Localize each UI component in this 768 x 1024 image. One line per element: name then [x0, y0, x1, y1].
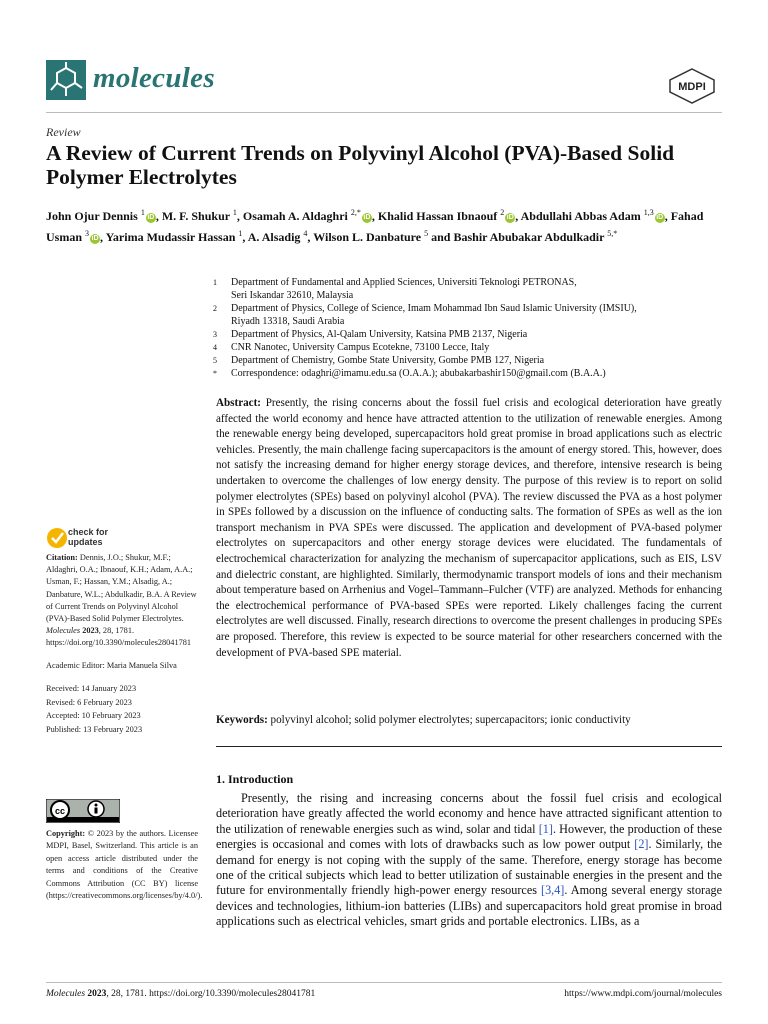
author-separator: ,	[155, 209, 162, 223]
check-updates-line2: updates	[68, 537, 103, 547]
orcid-icon[interactable]: iD	[656, 214, 664, 221]
citation-year: 2023	[82, 626, 99, 636]
intro-text-part: Presently, the rising and increasing concerns about the fossil fuel crisis and ecological deterioration have greatly affected the world economy and hence have attracted significant attention to the utilization of renewable energies such as wind, solar and tidal	[216, 791, 722, 836]
affiliation-item	[213, 354, 733, 367]
author-name: Khalid Hassan Ibnaouf	[377, 209, 501, 223]
affiliation-item	[213, 341, 733, 354]
author-name: A. Alsadig	[247, 230, 304, 244]
affiliation-text: Department of Fundamental and Applied Sciences, Universiti Teknologi PETRONAS, Seri Iskandar 32610, Malaysia	[231, 277, 577, 301]
intro-text-part: . Similarly, the demand for energy is not coping with the supply of the same. Therefore, energy storage has become one of the critical subjects which lead to better utilization of sustainable energies in the present and the future for environmentally friendly high-power energy resources	[216, 837, 722, 898]
author-separator: ,	[100, 230, 106, 244]
author-separator: ,	[242, 230, 248, 244]
author-affiliation-marker: 1,3	[643, 208, 654, 217]
author-affiliation-marker: 3	[85, 229, 90, 238]
author-affiliation-marker: 1	[140, 208, 145, 217]
author-name: Bashir Abubakar Abdulkadir	[453, 230, 608, 244]
molecules-logo-icon	[46, 60, 86, 100]
affiliation-item	[213, 328, 733, 341]
citation-link[interactable]: [2]	[634, 837, 649, 852]
section-heading: 1. Introduction	[216, 772, 294, 786]
author-separator: ,	[307, 230, 314, 244]
copyright-label: Copyright:	[46, 829, 86, 838]
author-affiliation-marker: 4	[303, 229, 308, 238]
svg-text:cc: cc	[54, 806, 66, 816]
keywords-text: polyvinyl alcohol; solid polymer electrolytes; supercapacitors; ionic conductivity	[270, 714, 631, 726]
article-sidebar	[46, 552, 198, 747]
academic-editor: Academic Editor: Maria Manuela Silva	[46, 660, 177, 670]
copyright-notice	[46, 828, 203, 902]
orcid-icon[interactable]: iD	[506, 214, 514, 221]
affiliation-text[interactable]: Correspondence: odaghri@imamu.edu.sa (O.A.A.); abubakarbashir150@gmail.com (B.A.A.)	[231, 368, 606, 379]
footer-year: 2023	[87, 989, 107, 999]
abstract-text: Presently, the rising concerns about the fossil fuel crisis and ecological deterioration have greatly affected the world economy and hence have attracted attention to the utilization of renewable energies. Among the renewable energy being developed, supercapacitors hold great promise in broad applications such as electric vehicles. Presently, the main challenge facing supercapacitors is the amount of energy stored. This, however, does not satisfy the increasing demand for higher energy storage devices, and therefore, intensive research is being undertaken to overcome the challenges of low energy density. The purpose of this review is to report on solid polymer electrolytes (SPEs) based on polyvinyl alcohol (PVA). The review discussed the PVA as a host polymer in SPEs followed by a discussion on the influence of conducting salts. The formation of SPEs as well as the ion transport mechanism in PVA SPEs were discussed. The application and development of PVA-based polymer electrolytes on supercapacitors and other energy storage devices were elucidated. The fundamentals of electrochemical characterization for analyzing the mechanism of supercapacitor applications, such as EIS, LSV and dielectric constant, are highlighted. Similarly, thermodynamic transport models of ions and their mechanism about temperature based on Arrhenius and Vogel–Tammann–Fulcher (VTF) are analyzed. Methods for enhancing the electrochemical performance of PVA-based SPEs were reported. Likely challenges facing the current electrolytes are well discussed. Finally, research directions to overcome the present challenges in producing SPEs are proposed. Therefore, this review is expected to be source material for other researchers concerned with the development of PVA-based SPE material.	[216, 397, 722, 659]
author-affiliation-marker: 2,*	[350, 208, 361, 217]
affiliation-item	[213, 302, 733, 328]
cc-by-license-icon[interactable]	[46, 799, 120, 823]
affiliation-number: 2	[213, 304, 217, 313]
check-updates-line1: check for	[68, 527, 109, 537]
affiliation-number: 4	[213, 343, 217, 352]
citation-link[interactable]: [1]	[538, 821, 553, 836]
author-separator: ,	[515, 209, 521, 223]
author-separator: ,	[664, 209, 671, 223]
affiliation-number: 1	[213, 278, 217, 287]
author-separator: and	[428, 230, 454, 244]
date-published: Published: 13 February 2023	[46, 725, 143, 735]
citation-text: Dennis, J.O.; Shukur, M.F.; Aldaghri, O.A.; Ibnaouf, K.H.; Adam, A.A.; Usman, F.; Hassan, Y.M.; Alsadig, A.; Danbature, W.L.; Abdulkadir, B.A. A Review of Current Trends on Polyvinyl Alcohol (PVA)-Based Solid Polymer Electrolytes.	[46, 553, 197, 624]
introduction-text	[216, 791, 722, 930]
abstract-rule	[216, 746, 722, 747]
footer-citation	[46, 989, 315, 999]
citation-journal: Molecules	[46, 626, 81, 636]
citation-link[interactable]: [3,4]	[541, 883, 565, 898]
mdpi-logo-icon	[668, 68, 716, 104]
author-list	[46, 204, 736, 246]
affiliation-text: CNR Nanotec, University Campus Ecotekne, 73100 Lecce, Italy	[231, 342, 490, 353]
author-name: Wilson L. Danbature	[313, 230, 425, 244]
date-revised: Revised: 6 February 2023	[46, 697, 132, 707]
keywords	[216, 713, 722, 728]
affiliation-item	[213, 367, 733, 380]
footer-journal-url[interactable]: https://www.mdpi.com/journal/molecules	[564, 989, 722, 999]
date-accepted: Accepted: 10 February 2023	[46, 711, 141, 721]
copyright-text: © 2023 by the authors. Licensee MDPI, Basel, Switzerland. This article is an open access article distributed under the terms and conditions of the Creative Commons Attribution (CC BY) license (https://creativecommons.org/licenses/by/4.0/).	[46, 829, 203, 901]
author-affiliation-marker: 2	[500, 208, 505, 217]
dates-block	[46, 682, 198, 737]
citation-doi[interactable]: , 28, 1781. https://doi.org/10.3390/molecules28041781	[46, 626, 192, 648]
header-rule	[46, 112, 722, 113]
author-affiliation-marker: 1	[238, 229, 243, 238]
affiliation-text: Department of Physics, Al-Qalam University, Katsina PMB 2137, Nigeria	[231, 329, 528, 340]
author-name: John Ojur Dennis	[46, 209, 141, 223]
author-separator: ,	[371, 209, 378, 223]
orcid-icon[interactable]: iD	[147, 214, 155, 221]
affiliations	[213, 276, 733, 380]
orcid-icon[interactable]: iD	[91, 235, 99, 242]
publisher-name: MDPI	[678, 81, 706, 93]
keywords-label: Keywords:	[216, 714, 268, 726]
orcid-icon[interactable]: iD	[363, 214, 371, 221]
affiliation-text: Department of Physics, College of Science, Imam Mohammad Ibn Saud Islamic University (IMSIU), Riyadh 13318, Saudi Arabia	[231, 303, 637, 327]
abstract-label: Abstract:	[216, 397, 261, 409]
abstract	[216, 396, 722, 661]
affiliation-number: 3	[213, 330, 217, 339]
citation-block	[46, 552, 198, 650]
affiliation-number: *	[213, 369, 217, 378]
affiliation-number: 5	[213, 356, 217, 365]
affiliation-item	[213, 276, 733, 302]
author-affiliation-marker: 1	[232, 208, 237, 217]
footer-doi[interactable]: , 28, 1781. https://doi.org/10.3390/molecules28041781	[106, 989, 316, 999]
author-name: Yarima Mudassir Hassan	[105, 230, 239, 244]
footer-journal: Molecules	[46, 989, 86, 999]
citation-label: Citation:	[46, 553, 78, 562]
intro-text-part: . However, the production of these energies is occasional and comes with lots of drawbacks such as low power output	[216, 821, 722, 852]
author-affiliation-marker: 5,*	[607, 229, 618, 238]
article-title: A Review of Current Trends on Polyvinyl Alcohol (PVA)-Based Solid Polymer Electrolytes	[46, 141, 675, 189]
author-name: Abdullahi Abbas Adam	[520, 209, 644, 223]
affiliation-text: Department of Chemistry, Gombe State University, Gombe PMB 127, Nigeria	[231, 355, 545, 366]
date-received: Received: 14 January 2023	[46, 683, 137, 693]
author-affiliation-marker: 5	[424, 229, 429, 238]
article-type: Review	[46, 125, 81, 139]
author-name: M. F. Shukur	[161, 209, 233, 223]
author-separator: ,	[236, 209, 243, 223]
footer-rule	[46, 982, 722, 983]
journal-name: molecules	[93, 62, 215, 94]
author-name: Fahad Usman	[46, 209, 704, 244]
author-name: Osamah A. Aldaghri	[242, 209, 351, 223]
check-for-updates-label[interactable]	[68, 527, 108, 547]
intro-text-part: . Among several energy storage devices and technologies, lithium-ion batteries (LIBs) and supercapacitors hold great promise in broad applications such as electrical vehicles, smart grids and portable electronics. LIBs, as a	[216, 883, 723, 929]
